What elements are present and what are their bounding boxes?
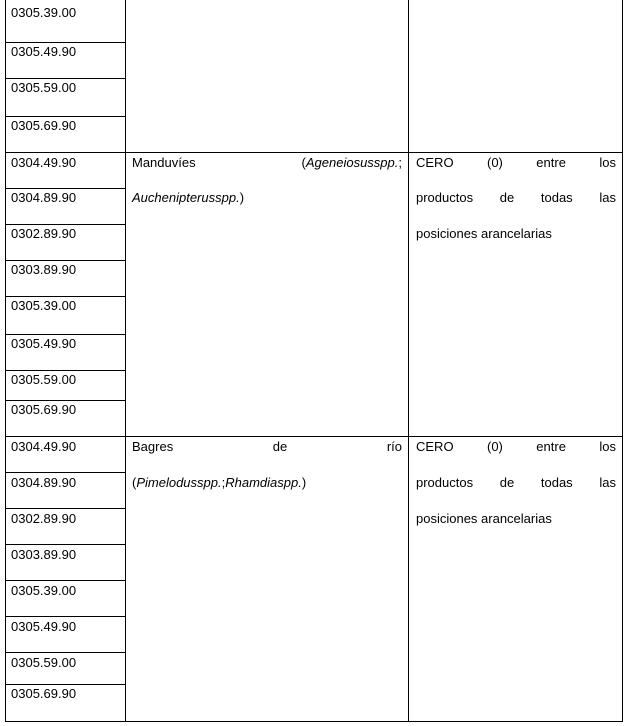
row-line xyxy=(5,370,126,371)
row-line xyxy=(5,684,126,685)
row-line xyxy=(5,116,126,117)
tariff-code: 0305.69.90 xyxy=(11,118,77,133)
tariff-code: 0304.49.90 xyxy=(11,439,77,454)
tariff-text-line2: productos de todas las xyxy=(416,475,616,490)
tariff-code: 0303.89.90 xyxy=(11,262,77,277)
tariff-code: 0304.49.90 xyxy=(11,155,77,170)
row-line xyxy=(5,224,126,225)
scientific-name: Auchenipterusspp. xyxy=(132,190,240,205)
tariff-code: 0305.39.00 xyxy=(11,298,77,313)
species-description-line1: Bagres de río xyxy=(132,439,402,454)
tariff-text-line3: posiciones arancelarias xyxy=(416,511,552,526)
row-line xyxy=(5,188,126,189)
tariff-code: 0304.89.90 xyxy=(11,475,77,490)
tariff-code: 0305.69.90 xyxy=(11,686,77,701)
tariff-code: 0305.59.00 xyxy=(11,372,77,387)
tariff-code: 0302.89.90 xyxy=(11,511,77,526)
group-separator xyxy=(5,152,623,153)
row-line xyxy=(5,42,126,43)
table-border-left xyxy=(5,0,6,722)
row-line xyxy=(5,580,126,581)
scientific-name: Pimelodusspp. xyxy=(136,475,222,490)
tariff-code: 0305.69.90 xyxy=(11,402,77,417)
tariff-code: 0303.89.90 xyxy=(11,547,77,562)
row-line xyxy=(5,260,126,261)
row-line xyxy=(5,472,126,473)
row-line xyxy=(5,400,126,401)
row-line xyxy=(5,296,126,297)
tariff-text-line1: CERO (0) entre los xyxy=(416,155,616,170)
row-line xyxy=(5,616,126,617)
table-border-bottom xyxy=(5,721,623,722)
row-line xyxy=(5,78,126,79)
tariff-code: 0305.49.90 xyxy=(11,619,77,634)
tariff-text-line3: posiciones arancelarias xyxy=(416,226,552,241)
tariff-code: 0302.89.90 xyxy=(11,226,77,241)
scientific-name: Ageneiosusspp. xyxy=(305,155,399,170)
species-description-line2: Auchenipterusspp.) xyxy=(132,190,245,205)
scientific-name-group: (Ageneiosusspp.; xyxy=(301,155,402,170)
tariff-code: 0305.39.00 xyxy=(11,583,77,598)
group-separator xyxy=(5,436,623,437)
scientific-name: Rhamdiaspp. xyxy=(225,475,302,490)
species-description-line1 xyxy=(132,155,402,171)
common-name: Manduvíes xyxy=(132,155,196,170)
tariff-text-line2: productos de todas las xyxy=(416,190,616,205)
tariff-code: 0305.49.90 xyxy=(11,44,77,59)
row-line xyxy=(5,508,126,509)
row-line xyxy=(5,544,126,545)
tariff-text-line1: CERO (0) entre los xyxy=(416,439,616,454)
table-border-right xyxy=(622,0,623,722)
tariff-code: 0305.49.90 xyxy=(11,336,77,351)
tariff-code: 0305.39.00 xyxy=(11,5,77,20)
column-divider-2 xyxy=(408,0,409,722)
tariff-code: 0304.89.90 xyxy=(11,190,77,205)
row-line xyxy=(5,652,126,653)
row-line xyxy=(5,334,126,335)
species-description-line2: (Pimelodusspp.;Rhamdiaspp.) xyxy=(132,475,307,490)
column-divider-1 xyxy=(125,0,126,722)
tariff-code: 0305.59.00 xyxy=(11,655,77,670)
tariff-table xyxy=(5,0,623,722)
tariff-code: 0305.59.00 xyxy=(11,80,77,95)
